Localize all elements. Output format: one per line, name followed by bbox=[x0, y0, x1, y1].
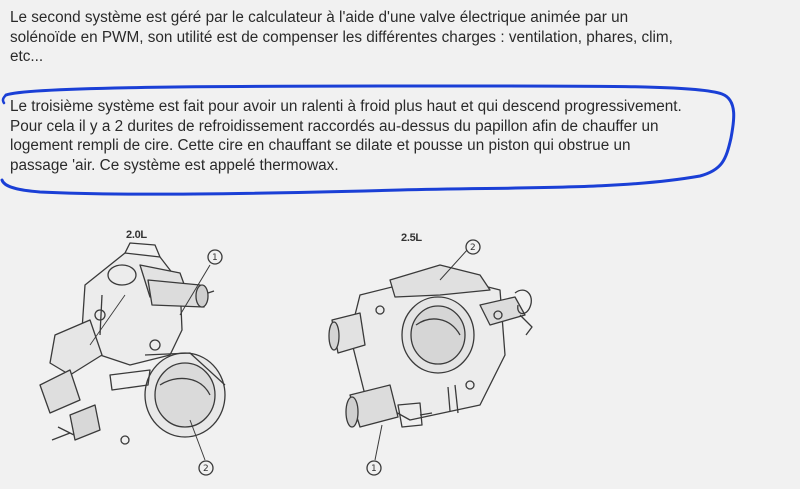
text-line: Pour cela il y a 2 durites de refroidissement raccordés au-dessus du papillon afin de chauffer un bbox=[10, 117, 659, 135]
throttle-body-2-5l-drawing bbox=[320, 235, 560, 485]
text-line: solénoïde en PWM, son utilité est de compenser les différentes charges : ventilation, phares, clim, bbox=[10, 28, 673, 46]
callout-number: 1 bbox=[212, 253, 218, 263]
text-line: Le second système est géré par le calculateur à l'aide d'une valve électrique animée par un bbox=[10, 9, 629, 26]
figure-label-2-5l: 2.5L bbox=[401, 232, 422, 244]
throttle-body-2-0l-drawing bbox=[30, 235, 270, 485]
callout-number: 2 bbox=[470, 243, 476, 253]
text-line: etc... bbox=[10, 48, 44, 65]
callout-number: 2 bbox=[203, 464, 209, 474]
text-line: passage 'air. Ce système est appelé thermowax. bbox=[10, 156, 339, 174]
text-line: Le troisième système est fait pour avoir un ralenti à froid plus haut et qui descend progressivement. bbox=[10, 98, 682, 115]
figure-label-2-0l: 2.0L bbox=[126, 229, 147, 241]
text-line: logement rempli de cire. Cette cire en chauffant se dilate et pousse un piston qui obstrue un bbox=[10, 137, 631, 154]
callout-number: 1 bbox=[371, 464, 377, 474]
